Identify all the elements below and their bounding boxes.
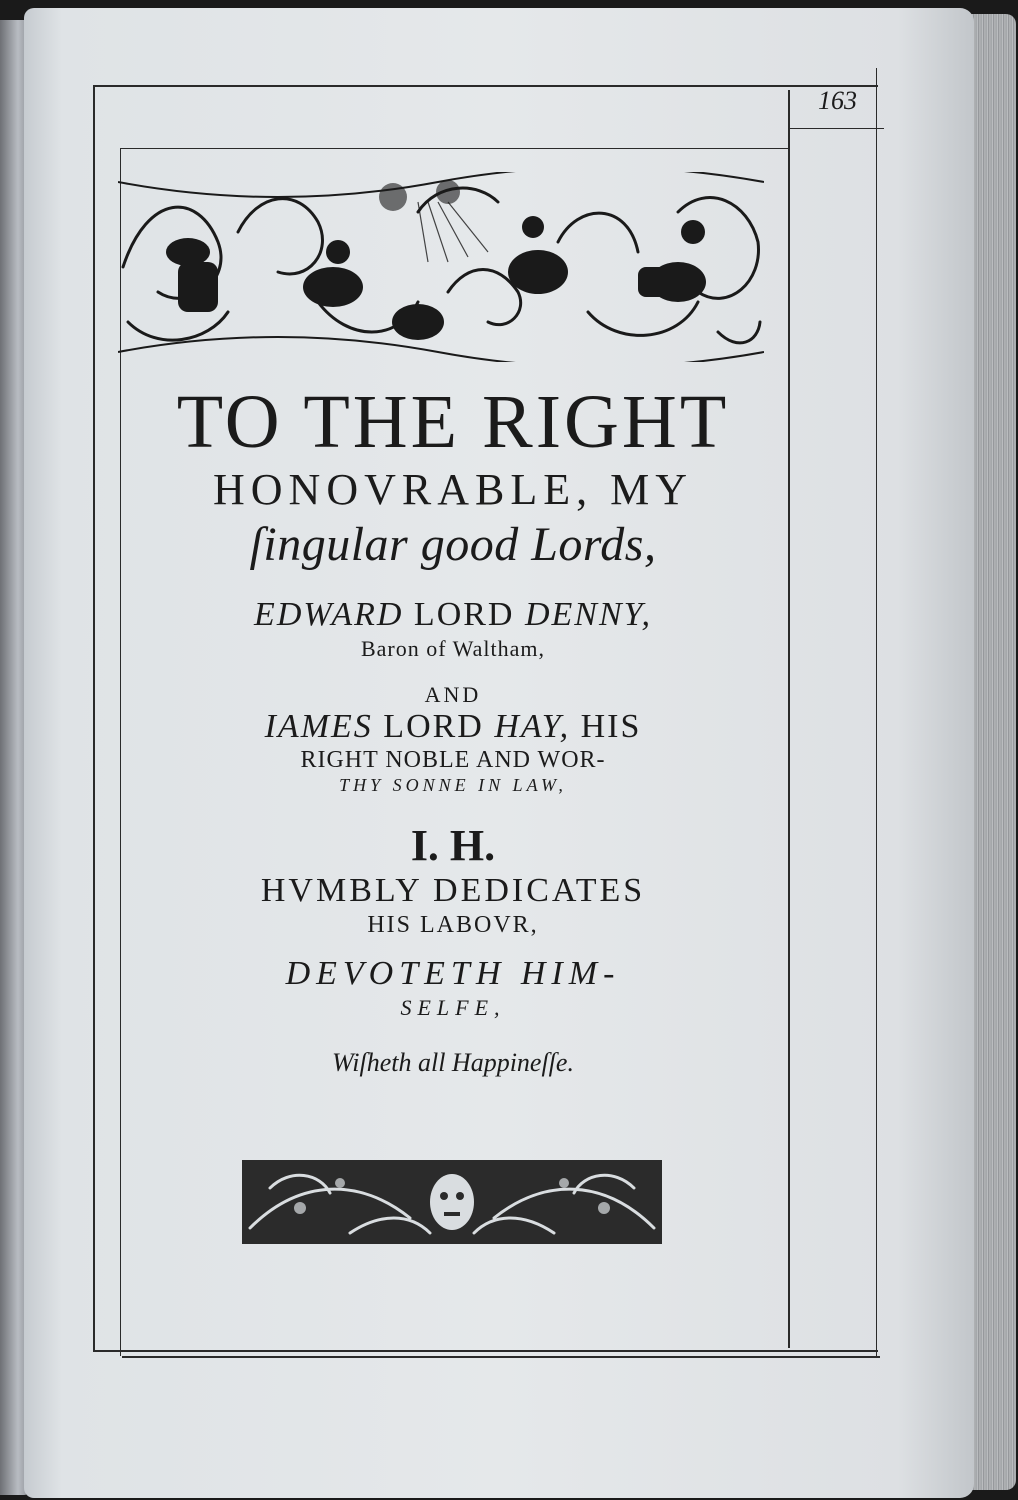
page-frame-outer-right-rule: [876, 68, 877, 1356]
dedicatee-2-first-name: IAMES: [264, 708, 373, 745]
dedicatee-2-name: [120, 708, 786, 746]
verb-dedicates: HVMBLY DEDICATES: [260, 872, 646, 909]
author-initials: I. H.: [410, 821, 496, 870]
dedicatee-1-barony: Baron of Waltham,: [360, 636, 546, 661]
verb-devoteth: DEVOTETH HIM-: [285, 955, 621, 992]
dedicatee-2-desc-1: RIGHT NOBLE AND WOR-: [300, 747, 606, 773]
dedication-block: [120, 380, 786, 1080]
dedicatee-1-surname: DENNY,: [524, 596, 652, 633]
header-rule: [120, 148, 788, 149]
conjunction: AND: [424, 682, 482, 707]
page-frame-right-rule: [788, 90, 790, 1348]
object-labour: HIS LABOVR,: [367, 912, 539, 938]
verb-devoteth-cont: SELFE,: [400, 995, 506, 1020]
dedicatee-2-trailing: HIS: [580, 708, 642, 745]
dedication-line-1: TO THE RIGHT: [176, 380, 730, 464]
dedication-line-3: ſingular good Lords,: [249, 518, 657, 571]
dedicatee-1-first-name: EDWARD: [254, 596, 404, 633]
dedicatee-2-desc-2: THY SONNE IN LAW,: [339, 775, 567, 795]
closing-wish: Wiſheth all Happineſſe.: [332, 1048, 574, 1077]
dedicatee-1-title: LORD: [413, 596, 515, 633]
dedication-line-2: HONOVRABLE, MY: [213, 465, 693, 514]
woodcut-headpiece: [118, 172, 764, 362]
dedicatee-2-title: LORD: [383, 708, 484, 745]
dedicatee-2-surname: HAY,: [494, 708, 571, 745]
footer-rule: [122, 1356, 880, 1358]
page-number: 163: [818, 86, 857, 115]
page-stack-edge: [968, 14, 1016, 1490]
dedicatee-1-name: [120, 594, 786, 636]
woodcut-tailpiece: [240, 1158, 664, 1246]
margin-header-rule: [788, 128, 884, 129]
